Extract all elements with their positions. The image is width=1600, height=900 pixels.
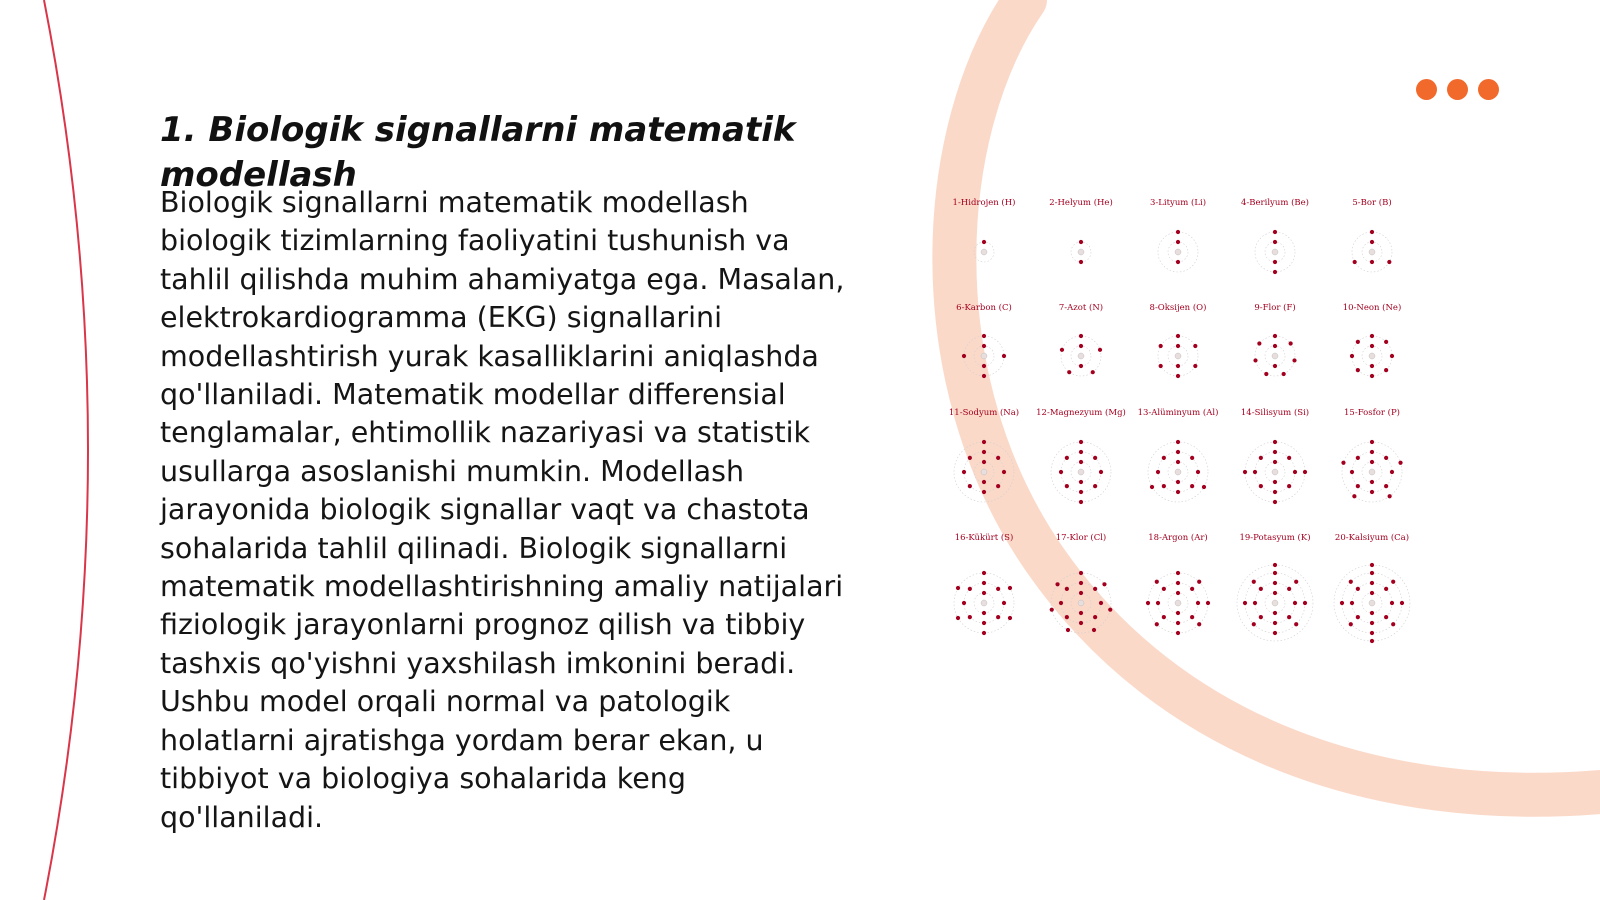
electron-dot (1243, 601, 1247, 605)
atom-nucleus (1272, 469, 1278, 475)
electron-dot (1093, 615, 1097, 619)
atom-label: 14-Silisyum (Si) (1240, 408, 1310, 418)
electron-dot (1176, 611, 1180, 615)
electron-dot (1352, 494, 1356, 498)
electron-dot (1059, 470, 1063, 474)
electron-dot (1370, 621, 1374, 625)
electron-dot (1190, 484, 1194, 488)
electron-dot (1065, 484, 1069, 488)
electron-dot (1259, 484, 1263, 488)
electron-dot (1273, 344, 1277, 348)
electron-dot (1079, 611, 1083, 615)
electron-dot (982, 490, 986, 494)
electron-dot (1176, 450, 1180, 454)
electron-dot (968, 587, 972, 591)
electron-dot (1156, 470, 1160, 474)
electron-dot (1079, 581, 1083, 585)
electron-dot (1176, 631, 1180, 635)
dot-icon (1416, 79, 1437, 100)
electron-dot (982, 334, 986, 338)
electron-dot (1055, 582, 1059, 586)
electron-dot (1093, 456, 1097, 460)
electron-dot (1370, 639, 1374, 643)
dot-icon (1478, 79, 1499, 100)
electron-dot (1370, 440, 1374, 444)
electron-dot (1384, 456, 1388, 460)
atom-nucleus (1175, 249, 1181, 255)
electron-dot (1155, 622, 1159, 626)
electron-dot (1252, 580, 1256, 584)
electron-dot (1384, 368, 1388, 372)
electron-dot (1292, 358, 1296, 362)
electron-dot (1059, 601, 1063, 605)
electron-dot (1370, 374, 1374, 378)
electron-dot (1391, 580, 1395, 584)
electron-dot (1390, 601, 1394, 605)
electron-dot (1092, 628, 1096, 632)
electron-dot (1098, 348, 1102, 352)
electron-dot (1349, 622, 1353, 626)
atom-label: 7-Azot (N) (1058, 303, 1104, 313)
electron-dot (1197, 580, 1201, 584)
electron-dot (1273, 571, 1277, 575)
electron-dot (1273, 260, 1277, 264)
atom-label: 9-Flor (F) (1254, 303, 1296, 313)
electron-dot (1289, 341, 1293, 345)
electron-dot (996, 615, 1000, 619)
electron-dot (1193, 344, 1197, 348)
electron-dot (1079, 460, 1083, 464)
atom-label: 15-Fosfor (P) (1344, 408, 1400, 418)
electron-dot (1050, 608, 1054, 612)
electron-dot (1176, 460, 1180, 464)
electron-dot (1065, 587, 1069, 591)
atom-nucleus (1078, 249, 1084, 255)
electron-dot (1273, 460, 1277, 464)
atom-label: 17-Klor (Cl) (1055, 533, 1107, 543)
electron-dot (1259, 456, 1263, 460)
electron-dot (1400, 601, 1404, 605)
electron-dot (1176, 260, 1180, 264)
atom-label: 10-Neon (Ne) (1342, 303, 1402, 313)
electron-dot (1176, 230, 1180, 234)
electron-dot (1370, 563, 1374, 567)
electron-dot (1066, 628, 1070, 632)
electron-dot (1273, 230, 1277, 234)
electron-dot (1273, 490, 1277, 494)
electron-dot (1387, 260, 1391, 264)
electron-dot (982, 591, 986, 595)
electron-dot (1273, 591, 1277, 595)
electron-dot (1079, 500, 1083, 504)
electron-dot (982, 364, 986, 368)
atom-nucleus (981, 469, 987, 475)
atom-label: 4-Berilyum (Be) (1240, 198, 1310, 208)
electron-dot (1273, 364, 1277, 368)
electron-dot (1398, 461, 1402, 465)
slide-title: 1. Biologik signallarni matematik modellash (160, 110, 796, 195)
electron-dot (1391, 622, 1395, 626)
electron-dot (1388, 494, 1392, 498)
electron-dot (1273, 334, 1277, 338)
electron-dot (1370, 344, 1374, 348)
electron-dot (1350, 354, 1354, 358)
atom-nucleus (1078, 600, 1084, 606)
electron-dot (1099, 601, 1103, 605)
electron-dot (1273, 450, 1277, 454)
electron-dot (1002, 601, 1006, 605)
electron-dot (1293, 601, 1297, 605)
electron-dot (1060, 348, 1064, 352)
electron-dot (1384, 615, 1388, 619)
electron-dot (1176, 374, 1180, 378)
electron-dot (1370, 230, 1374, 234)
electron-dot (1384, 587, 1388, 591)
electron-dot (1257, 341, 1261, 345)
electron-dot (1370, 364, 1374, 368)
electron-dot (1390, 470, 1394, 474)
electron-dot (1067, 370, 1071, 374)
atom-label: 13-Alüminyum (Al) (1137, 408, 1219, 418)
atom-label: 6-Karbon (C) (956, 303, 1012, 313)
electron-dot (982, 450, 986, 454)
electron-dot (982, 440, 986, 444)
atom-label: 8-Oksijen (O) (1149, 303, 1207, 313)
electron-dot (1162, 484, 1166, 488)
electron-dot (1206, 601, 1210, 605)
electron-dot (1079, 440, 1083, 444)
electron-dot (1093, 587, 1097, 591)
electron-dot (1079, 364, 1083, 368)
atom-label: 1-Hidrojen (H) (952, 198, 1016, 208)
electron-dot (1282, 372, 1286, 376)
electron-dot (1273, 270, 1277, 274)
atom-nucleus (1272, 353, 1278, 359)
left-accent-line (44, 0, 88, 900)
electron-dot (1176, 490, 1180, 494)
electron-dot (1065, 615, 1069, 619)
electron-dot (1146, 601, 1150, 605)
electron-dot (1243, 470, 1247, 474)
atom-diagrams-image (940, 195, 1450, 665)
electron-dot (1176, 571, 1180, 575)
electron-dot (1294, 580, 1298, 584)
electron-dot (1273, 621, 1277, 625)
electron-dot (1287, 615, 1291, 619)
electron-dot (1162, 615, 1166, 619)
electron-dot (1303, 601, 1307, 605)
electron-dot (1079, 571, 1083, 575)
electron-dot (1356, 484, 1360, 488)
electron-dot (1091, 370, 1095, 374)
electron-dot (1350, 601, 1354, 605)
electron-dot (1079, 450, 1083, 454)
electron-dot (1370, 240, 1374, 244)
electron-dot (1350, 470, 1354, 474)
electron-dot (982, 581, 986, 585)
atom-label: 16-Kükürt (S) (954, 533, 1014, 543)
electron-dot (982, 344, 986, 348)
electron-dot (1253, 470, 1257, 474)
atom-nucleus (1175, 600, 1181, 606)
electron-dot (1356, 456, 1360, 460)
electron-dot (956, 586, 960, 590)
electron-dot (1370, 460, 1374, 464)
electron-dot (1079, 480, 1083, 484)
electron-dot (1273, 581, 1277, 585)
atom-nucleus (1175, 469, 1181, 475)
electron-dot (1197, 622, 1201, 626)
electron-dot (1370, 490, 1374, 494)
electron-dot (1353, 260, 1357, 264)
electron-dot (1193, 364, 1197, 368)
electron-dot (996, 484, 1000, 488)
electron-dot (1196, 601, 1200, 605)
atom-nucleus (1272, 249, 1278, 255)
electron-dot (1176, 591, 1180, 595)
electron-dot (1349, 580, 1353, 584)
electron-dot (968, 615, 972, 619)
electron-dot (1176, 621, 1180, 625)
electron-dot (982, 374, 986, 378)
electron-dot (1384, 340, 1388, 344)
electron-dot (1159, 364, 1163, 368)
electron-dot (1008, 586, 1012, 590)
electron-dot (1370, 450, 1374, 454)
electron-dot (1287, 587, 1291, 591)
electron-dot (1259, 587, 1263, 591)
electron-dot (1162, 456, 1166, 460)
electron-dot (996, 456, 1000, 460)
electron-dot (1079, 334, 1083, 338)
electron-dot (1190, 587, 1194, 591)
electron-dot (982, 460, 986, 464)
electron-dot (1079, 344, 1083, 348)
electron-dot (1384, 484, 1388, 488)
electron-dot (1176, 344, 1180, 348)
electron-dot (1264, 372, 1268, 376)
electron-dot (1155, 580, 1159, 584)
atom-label: 11-Sodyum (Na) (948, 408, 1020, 418)
electron-dot (1370, 260, 1374, 264)
electron-dot (1176, 240, 1180, 244)
atom-label: 19-Potasyum (K) (1239, 533, 1311, 543)
electron-dot (1273, 240, 1277, 244)
electron-dot (1079, 260, 1083, 264)
electron-dot (962, 354, 966, 358)
electron-dot (1065, 456, 1069, 460)
electron-dot (962, 470, 966, 474)
electron-dot (1093, 484, 1097, 488)
electron-dot (1273, 631, 1277, 635)
electron-dot (1287, 456, 1291, 460)
electron-dot (1273, 500, 1277, 504)
electron-dot (982, 621, 986, 625)
electron-dot (1370, 631, 1374, 635)
electron-dot (956, 616, 960, 620)
electron-dot (1176, 364, 1180, 368)
electron-dot (1176, 581, 1180, 585)
electron-dot (1162, 587, 1166, 591)
electron-dot (982, 631, 986, 635)
electron-dot (1176, 480, 1180, 484)
electron-dot (1390, 354, 1394, 358)
electron-dot (1150, 485, 1154, 489)
atom-label: 12-Magnezyum (Mg) (1036, 408, 1126, 418)
electron-dot (1356, 587, 1360, 591)
electron-dot (1341, 461, 1345, 465)
electron-dot (1159, 344, 1163, 348)
electron-dot (1202, 485, 1206, 489)
electron-dot (982, 611, 986, 615)
electron-dot (1252, 622, 1256, 626)
atom-nucleus (981, 600, 987, 606)
electron-dot (1356, 368, 1360, 372)
electron-dot (1370, 480, 1374, 484)
electron-dot (1273, 611, 1277, 615)
atom-nucleus (1175, 353, 1181, 359)
electron-dot (1176, 440, 1180, 444)
electron-dot (1370, 571, 1374, 575)
atom-label: 18-Argon (Ar) (1148, 533, 1208, 543)
electron-dot (1253, 358, 1257, 362)
electron-dot (1370, 334, 1374, 338)
electron-dot (1273, 440, 1277, 444)
electron-dot (1356, 340, 1360, 344)
electron-dot (1293, 470, 1297, 474)
electron-dot (1340, 601, 1344, 605)
electron-dot (982, 240, 986, 244)
electron-dot (1190, 456, 1194, 460)
electron-dot (1176, 334, 1180, 338)
electron-dot (1273, 480, 1277, 484)
atom-label: 20-Kalsiyum (Ca) (1334, 533, 1410, 543)
electron-dot (996, 587, 1000, 591)
electron-dot (1196, 470, 1200, 474)
atom-nucleus (1369, 600, 1375, 606)
atom-nucleus (1272, 600, 1278, 606)
atom-nucleus (1078, 353, 1084, 359)
electron-dot (1370, 611, 1374, 615)
atom-label: 5-Bor (B) (1352, 198, 1392, 208)
electron-dot (1287, 484, 1291, 488)
atom-nucleus (1369, 249, 1375, 255)
electron-dot (1108, 608, 1112, 612)
electron-dot (1008, 616, 1012, 620)
electron-dot (982, 571, 986, 575)
electron-dot (1190, 615, 1194, 619)
atom-nucleus (981, 353, 987, 359)
electron-dot (1370, 581, 1374, 585)
electron-dot (1370, 591, 1374, 595)
electron-dot (1356, 615, 1360, 619)
electron-dot (962, 601, 966, 605)
electron-dot (1002, 470, 1006, 474)
electron-dot (1002, 354, 1006, 358)
slide-body-text: Biologik signallarni matematik modellash biologik tizimlarning faoliyatini tushunish va tahlil qilishda muhim ahamiyatga ega. Masalan, elektrokardiogramma (EKG) signallarini modellashtirish yurak kasalliklarini aniqlashda qo'llaniladi. Matematik modellar differensial tenglamalar, ehtimollik nazariyasi va statistik usullarga asoslanishi mumkin. Modellash jarayonida biologik signallar vaqt va chastota sohalarida tahlil qilinadi. Biologik signallarni matematik modellashtirishning amaliy natijalari fiziologik jarayonlarni prognoz qilish va tibbiy tashxis qo'yishni yaxshilash imkonini beradi. Ushbu model orqali normal va patologik holatlarni ajratishga yordam berar ekan, u tibbiyot va biologiya sohalarida keng qo'llaniladi. (160, 186, 845, 834)
electron-dot (1156, 601, 1160, 605)
electron-dot (968, 484, 972, 488)
electron-dot (1099, 470, 1103, 474)
menu-dots (1416, 79, 1506, 101)
electron-dot (968, 456, 972, 460)
electron-dot (1079, 591, 1083, 595)
electron-dot (1303, 470, 1307, 474)
electron-dot (1253, 601, 1257, 605)
electron-dot (1294, 622, 1298, 626)
atom-label: 2-Helyum (He) (1049, 198, 1113, 208)
electron-dot (1259, 615, 1263, 619)
electron-dot (1079, 240, 1083, 244)
electron-dot (1102, 582, 1106, 586)
electron-dot (1273, 563, 1277, 567)
electron-dot (1079, 490, 1083, 494)
atom-nucleus (1369, 469, 1375, 475)
dot-icon (1447, 79, 1468, 100)
atom-nucleus (981, 249, 987, 255)
atom-nucleus (1369, 353, 1375, 359)
electron-dot (1079, 621, 1083, 625)
atom-label: 3-Lityum (Li) (1149, 198, 1207, 208)
atom-nucleus (1078, 469, 1084, 475)
electron-dot (982, 480, 986, 484)
